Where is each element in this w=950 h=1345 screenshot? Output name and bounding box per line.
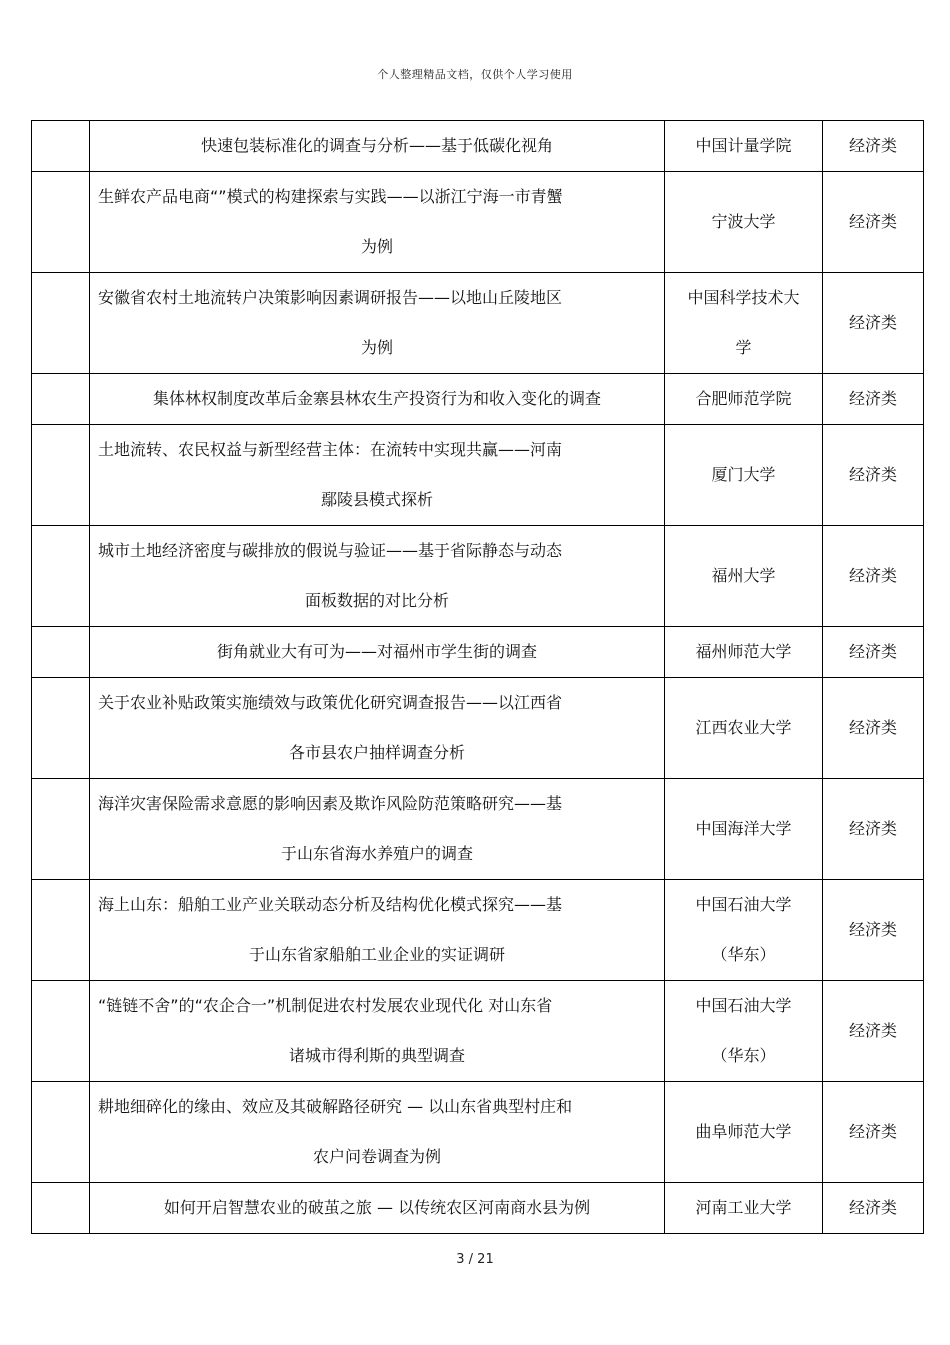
school-cell [665, 273, 823, 374]
table-row [32, 374, 924, 425]
school-line: 中国石油大学 [695, 996, 792, 1015]
table-row [32, 779, 924, 880]
school-cell [665, 627, 823, 678]
school-line: 中国石油大学 [695, 895, 792, 914]
title-line: 土地流转、农民权益与新型经营主体：在流转中实现共赢——河南 [98, 440, 563, 459]
index-cell [32, 374, 90, 425]
title-line: 各市县农户抽样调查分析 [288, 743, 465, 762]
title-cell [90, 121, 665, 172]
table-row [32, 678, 924, 779]
table-row [32, 273, 924, 374]
title-cell [90, 880, 665, 981]
index-cell [32, 526, 90, 627]
title-line: 于山东省海水养殖户的调查 [280, 844, 473, 863]
school-cell [665, 172, 823, 273]
page-number: 3 / 21 [456, 1252, 494, 1267]
category-cell: 经济类 [823, 526, 924, 627]
title-cell [90, 526, 665, 627]
school-line: 中国海洋大学 [695, 819, 792, 838]
title-cell [90, 172, 665, 273]
table-row [32, 526, 924, 627]
title-line: 为例 [360, 338, 393, 357]
school-cell [665, 880, 823, 981]
title-line: 诸城市得利斯的典型调查 [288, 1046, 465, 1065]
school-line: 河南工业大学 [695, 1198, 792, 1217]
index-cell [32, 273, 90, 374]
table-row [32, 981, 924, 1082]
category-cell: 经济类 [823, 981, 924, 1082]
table-row [32, 121, 924, 172]
title-line: “链链不舍”的“农企合一”机制促进农村发展农业现代化 对山东省 [98, 996, 553, 1015]
title-cell [90, 678, 665, 779]
school-line: 学 [735, 338, 752, 357]
award-table [31, 120, 924, 1234]
index-cell [32, 779, 90, 880]
title-cell [90, 1082, 665, 1183]
school-cell [665, 121, 823, 172]
category-cell: 经济类 [823, 779, 924, 880]
title-cell [90, 374, 665, 425]
index-cell [32, 1082, 90, 1183]
category-cell: 经济类 [823, 121, 924, 172]
title-cell [90, 1183, 665, 1234]
title-line: 如何开启智慧农业的破茧之旅 — 以传统农区河南商水县为例 [163, 1198, 591, 1217]
title-line: 关于农业补贴政策实施绩效与政策优化研究调查报告——以江西省 [98, 693, 563, 712]
school-cell [665, 1082, 823, 1183]
school-cell [665, 779, 823, 880]
title-cell [90, 779, 665, 880]
category-cell: 经济类 [823, 880, 924, 981]
title-line: 为例 [360, 237, 393, 256]
school-line: （华东） [711, 1046, 776, 1065]
category-cell: 经济类 [823, 1183, 924, 1234]
index-cell [32, 425, 90, 526]
school-line: 厦门大学 [711, 465, 776, 484]
category-cell: 经济类 [823, 172, 924, 273]
title-line: 海洋灾害保险需求意愿的影响因素及欺诈风险防范策略研究——基 [98, 794, 563, 813]
award-table-container [31, 120, 923, 1234]
table-row [32, 172, 924, 273]
title-line: 安徽省农村土地流转户决策影响因素调研报告——以地山丘陵地区 [98, 288, 563, 307]
index-cell [32, 1183, 90, 1234]
title-cell [90, 627, 665, 678]
title-line: 鄢陵县模式探析 [320, 490, 433, 509]
title-line: 街角就业大有可为——对福州市学生街的调查 [216, 642, 537, 661]
title-line: 集体林权制度改革后金寨县林农生产投资行为和收入变化的调查 [152, 389, 601, 408]
title-line: 于山东省家船舶工业企业的实证调研 [248, 945, 505, 964]
category-cell: 经济类 [823, 273, 924, 374]
school-line: 福州大学 [711, 566, 776, 585]
school-line: 江西农业大学 [695, 718, 792, 737]
school-cell [665, 1183, 823, 1234]
category-cell: 经济类 [823, 425, 924, 526]
category-cell: 经济类 [823, 374, 924, 425]
title-line: 城市土地经济密度与碳排放的假说与验证——基于省际静态与动态 [98, 541, 563, 560]
table-row [32, 425, 924, 526]
table-row [32, 1183, 924, 1234]
table-row [32, 627, 924, 678]
table-row [32, 1082, 924, 1183]
category-cell: 经济类 [823, 627, 924, 678]
school-line: 合肥师范学院 [695, 389, 792, 408]
index-cell [32, 880, 90, 981]
page-header: 个人整理精品文档，仅供个人学习使用 [377, 68, 573, 81]
school-cell [665, 425, 823, 526]
school-cell [665, 374, 823, 425]
school-cell [665, 981, 823, 1082]
title-line: 快速包装标准化的调查与分析——基于低碳化视角 [200, 136, 553, 155]
index-cell [32, 121, 90, 172]
category-cell: 经济类 [823, 1082, 924, 1183]
title-cell [90, 273, 665, 374]
title-line: 生鲜农产品电商“”模式的构建探索与实践——以浙江宁海一市青蟹 [98, 187, 563, 206]
title-line: 面板数据的对比分析 [304, 591, 449, 610]
title-cell [90, 981, 665, 1082]
school-line: （华东） [711, 945, 776, 964]
index-cell [32, 627, 90, 678]
index-cell [32, 678, 90, 779]
title-line: 海上山东：船舶工业产业关联动态分析及结构优化模式探究——基 [98, 895, 563, 914]
table-row [32, 880, 924, 981]
title-cell [90, 425, 665, 526]
school-line: 宁波大学 [711, 212, 776, 231]
award-table-body [32, 121, 924, 1234]
school-line: 福州师范大学 [695, 642, 792, 661]
school-cell [665, 526, 823, 627]
title-line: 农户问卷调查为例 [312, 1147, 441, 1166]
school-line: 中国科学技术大 [687, 288, 800, 307]
title-line: 耕地细碎化的缘由、效应及其破解路径研究 — 以山东省典型村庄和 [98, 1097, 573, 1116]
school-line: 曲阜师范大学 [695, 1122, 792, 1141]
index-cell [32, 981, 90, 1082]
school-line: 中国计量学院 [695, 136, 792, 155]
school-cell [665, 678, 823, 779]
index-cell [32, 172, 90, 273]
category-cell: 经济类 [823, 678, 924, 779]
